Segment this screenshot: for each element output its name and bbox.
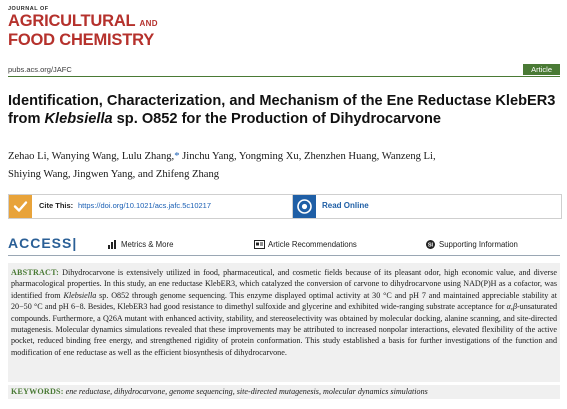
supporting-info-link[interactable]	[426, 240, 518, 249]
abstract-i1: Klebsiella	[63, 290, 97, 300]
keywords-label: KEYWORDS:	[11, 387, 64, 396]
read-online-label: Read Online	[322, 201, 369, 210]
recommendations-icon	[254, 240, 265, 249]
cite-icon[interactable]	[9, 195, 32, 218]
metrics-link[interactable]	[108, 240, 173, 249]
journal-and: AND	[139, 19, 158, 28]
title-italic: Klebsiella	[44, 110, 113, 127]
access-bar	[8, 233, 560, 256]
authors-line-1a: Zehao Li, Wanying Wang, Lulu Zhang,	[8, 151, 175, 162]
recommendations-label: Article Recommendations	[268, 240, 357, 249]
metrics-icon	[108, 240, 118, 249]
journal-line-1	[8, 13, 328, 32]
abstract-t2: sp. O852 through genome sequencing. This enzyme displayed optimal activity at 30 °C and pH 7 and maintained appreciable stability at 20−50 °C and pH 6−8. Besides, KlebER3 had good resistance to dimethyl sulfoxide and glycerine and exhibited wide-ranging substrate acceptance for	[11, 290, 558, 312]
journal-prefix: JOURNAL OF	[8, 6, 49, 12]
read-online-icon	[293, 195, 316, 218]
pubs-url-link[interactable]: pubs.acs.org/JAFC	[8, 65, 72, 74]
abstract-box	[8, 263, 560, 382]
read-online-button[interactable]	[292, 195, 386, 218]
corresponding-author-mark[interactable]: *	[174, 151, 180, 162]
abstract-i2: α,β	[506, 302, 517, 312]
abstract-t1: Dihydrocarvone is extensively utilized in food, pharmaceutical, and cosmetic fields because of its pleasant odor, high economic value, and diverse pharmacological properties. In this study, an ene reductase KlebER3, which catalyzed the conversion of carvone to dihydrocarvone using NAD(P)H as a cofactor, was identified from	[11, 268, 557, 300]
title-part-1: Identification, Characterization, and Mechanism of the Ene Reductase KlebER3 from	[8, 93, 556, 127]
title-part-2: sp. O852 for the Production of Dihydrocarvone	[112, 110, 442, 127]
supporting-info-icon	[426, 240, 435, 249]
journal-name-2: FOOD CHEMISTRY	[8, 31, 155, 49]
doi-link[interactable]: https://doi.org/10.1021/acs.jafc.5c10217	[78, 201, 212, 210]
authors-line-2: Shiying Wang, Jingwen Yang, and Zhifeng Zhang	[8, 168, 220, 180]
authors-line-1b: Jinchu Yang, Yongming Xu, Zhenzhen Huang, Wanzeng Li,	[179, 151, 436, 162]
supporting-info-label: Supporting Information	[439, 240, 518, 249]
journal-name-1: AGRICULTURAL	[8, 12, 136, 30]
svg-text:SI: SI	[427, 242, 434, 249]
author-list	[8, 148, 564, 183]
abstract-label: ABSTRACT:	[11, 268, 59, 277]
cite-label: Cite This:	[39, 201, 74, 210]
access-label: ACCESS|	[8, 235, 77, 251]
access-label-text: ACCESS	[8, 235, 73, 251]
keywords-text: ene reductase, dihydrocarvone, genome sequencing, site-directed mutagenesis, molecular dynamics simulations	[65, 387, 428, 396]
metrics-label: Metrics & More	[121, 240, 174, 249]
cite-bar	[8, 194, 562, 219]
article-title	[8, 93, 564, 128]
article-type-badge: Article	[523, 64, 560, 75]
abstract-t3: -unsaturated compounds. Furthermore, a Q26A mutant with enhanced activity, stability, and stereoselectivity was obtained by molecular docking, alanine scanning, and site-directed mutagenesis. Molecular dynamics simulations revealed that these improvements may be attributed to increased nonpolar interactions, elevated flexibility of the active pocket, reduced binding free energy, and strengthened rigidity of protein conformation. This study established a basis for further investigations of the function and modification of ene reductase as well as the efficient biosynthesis of dihydrocarvone.	[11, 302, 557, 357]
abstract-text	[11, 267, 557, 358]
journal-masthead[interactable]	[8, 6, 328, 56]
pubs-bar	[8, 64, 560, 77]
recommendations-link[interactable]	[254, 240, 357, 249]
keywords-box	[8, 385, 560, 399]
